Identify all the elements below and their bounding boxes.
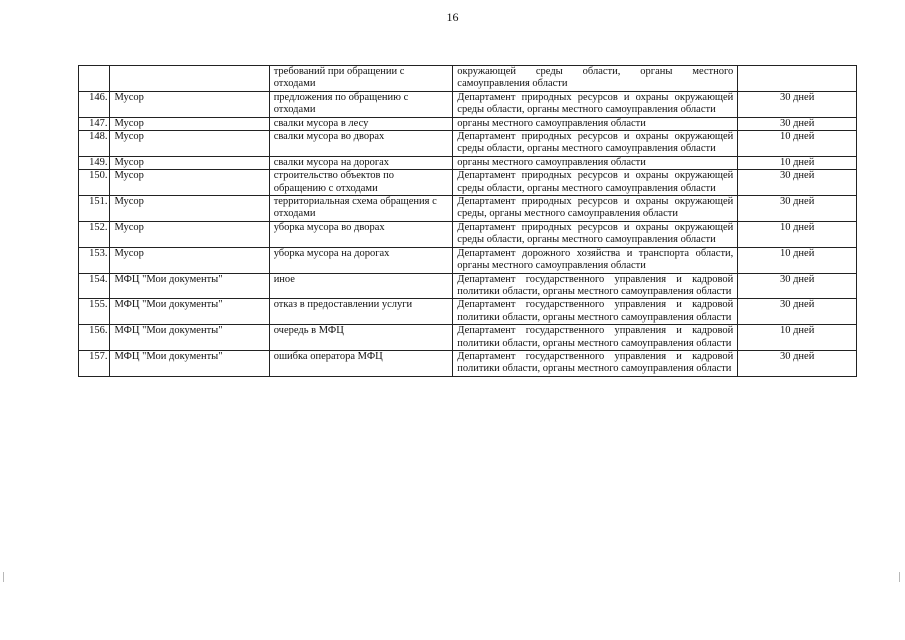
category-cell: Мусор bbox=[110, 117, 269, 130]
term-cell: 30 дней bbox=[738, 170, 857, 196]
subject-cell: уборка мусора во дворах bbox=[269, 221, 453, 247]
term-cell: 10 дней bbox=[738, 131, 857, 157]
scan-mark-right bbox=[899, 572, 900, 582]
category-cell: Мусор bbox=[110, 221, 269, 247]
category-cell: Мусор bbox=[110, 91, 269, 117]
table-row bbox=[79, 156, 857, 169]
table-row bbox=[79, 66, 857, 92]
term-cell: 30 дней bbox=[738, 196, 857, 222]
row-number-cell: 151. bbox=[79, 196, 110, 222]
table-row bbox=[79, 91, 857, 117]
department-cell: окружающей среды области, органы местного самоуправления области bbox=[453, 66, 738, 92]
row-number-cell: 150. bbox=[79, 170, 110, 196]
subject-cell: требований при обращении с отходами bbox=[269, 66, 453, 92]
category-cell: Мусор bbox=[110, 170, 269, 196]
category-cell: МФЦ "Мои документы" bbox=[110, 350, 269, 376]
row-number-cell: 146. bbox=[79, 91, 110, 117]
department-cell: Департамент государственного управления и кадровой политики области, органы местного самоуправления области bbox=[453, 350, 738, 376]
subject-cell: свалки мусора на дорогах bbox=[269, 156, 453, 169]
subject-cell: ошибка оператора МФЦ bbox=[269, 350, 453, 376]
term-cell: 10 дней bbox=[738, 247, 857, 273]
table-body bbox=[79, 66, 857, 377]
department-cell: органы местного самоуправления области bbox=[453, 117, 738, 130]
subject-cell: предложения по обращению с отходами bbox=[269, 91, 453, 117]
term-cell: 10 дней bbox=[738, 221, 857, 247]
department-cell: Департамент природных ресурсов и охраны окружающей среды области, органы местного самоуправления области bbox=[453, 221, 738, 247]
table-row bbox=[79, 273, 857, 299]
term-cell: 30 дней bbox=[738, 350, 857, 376]
category-cell: Мусор bbox=[110, 196, 269, 222]
subject-cell: отказ в предоставлении услуги bbox=[269, 299, 453, 325]
table-row bbox=[79, 221, 857, 247]
term-cell bbox=[738, 66, 857, 92]
subject-cell: строительство объектов по обращению с отходами bbox=[269, 170, 453, 196]
department-cell: Департамент природных ресурсов и охраны окружающей среды, органы местного самоуправления области bbox=[453, 196, 738, 222]
subject-cell: территориальная схема обращения с отходами bbox=[269, 196, 453, 222]
term-cell: 30 дней bbox=[738, 117, 857, 130]
table-row bbox=[79, 196, 857, 222]
category-cell: Мусор bbox=[110, 156, 269, 169]
category-cell: МФЦ "Мои документы" bbox=[110, 325, 269, 351]
subject-cell: очередь в МФЦ bbox=[269, 325, 453, 351]
department-cell: Департамент природных ресурсов и охраны окружающей среды области, органы местного самоуправления области bbox=[453, 170, 738, 196]
row-number-cell bbox=[79, 66, 110, 92]
term-cell: 30 дней bbox=[738, 91, 857, 117]
department-cell: Департамент дорожного хозяйства и транспорта области, органы местного самоуправления области bbox=[453, 247, 738, 273]
term-cell: 10 дней bbox=[738, 156, 857, 169]
term-cell: 30 дней bbox=[738, 273, 857, 299]
table-row bbox=[79, 299, 857, 325]
subject-cell: свалки мусора во дворах bbox=[269, 131, 453, 157]
category-cell: МФЦ "Мои документы" bbox=[110, 273, 269, 299]
term-cell: 10 дней bbox=[738, 325, 857, 351]
term-cell: 30 дней bbox=[738, 299, 857, 325]
category-cell bbox=[110, 66, 269, 92]
table-row bbox=[79, 170, 857, 196]
page-number: 16 bbox=[446, 10, 459, 24]
row-number-cell: 153. bbox=[79, 247, 110, 273]
category-cell: Мусор bbox=[110, 131, 269, 157]
scan-mark-left bbox=[3, 572, 4, 582]
row-number-cell: 152. bbox=[79, 221, 110, 247]
subject-cell: свалки мусора в лесу bbox=[269, 117, 453, 130]
department-cell: Департамент государственного управления и кадровой политики области, органы местного самоуправления области bbox=[453, 273, 738, 299]
table-row bbox=[79, 350, 857, 376]
table-row bbox=[79, 131, 857, 157]
department-cell: органы местного самоуправления области bbox=[453, 156, 738, 169]
subject-cell: уборка мусора на дорогах bbox=[269, 247, 453, 273]
row-number-cell: 148. bbox=[79, 131, 110, 157]
table-row bbox=[79, 325, 857, 351]
department-cell: Департамент природных ресурсов и охраны окружающей среды области, органы местного самоуправления области bbox=[453, 131, 738, 157]
row-number-cell: 149. bbox=[79, 156, 110, 169]
row-number-cell: 157. bbox=[79, 350, 110, 376]
table-row bbox=[79, 247, 857, 273]
category-cell: Мусор bbox=[110, 247, 269, 273]
department-cell: Департамент природных ресурсов и охраны окружающей среды области, органы местного самоуправления области bbox=[453, 91, 738, 117]
department-cell: Департамент государственного управления и кадровой политики области, органы местного самоуправления области bbox=[453, 299, 738, 325]
row-number-cell: 147. bbox=[79, 117, 110, 130]
document-table bbox=[78, 65, 857, 377]
category-cell: МФЦ "Мои документы" bbox=[110, 299, 269, 325]
subject-cell: иное bbox=[269, 273, 453, 299]
row-number-cell: 154. bbox=[79, 273, 110, 299]
table-row bbox=[79, 117, 857, 130]
row-number-cell: 156. bbox=[79, 325, 110, 351]
row-number-cell: 155. bbox=[79, 299, 110, 325]
department-cell: Департамент государственного управления и кадровой политики области, органы местного самоуправления области bbox=[453, 325, 738, 351]
